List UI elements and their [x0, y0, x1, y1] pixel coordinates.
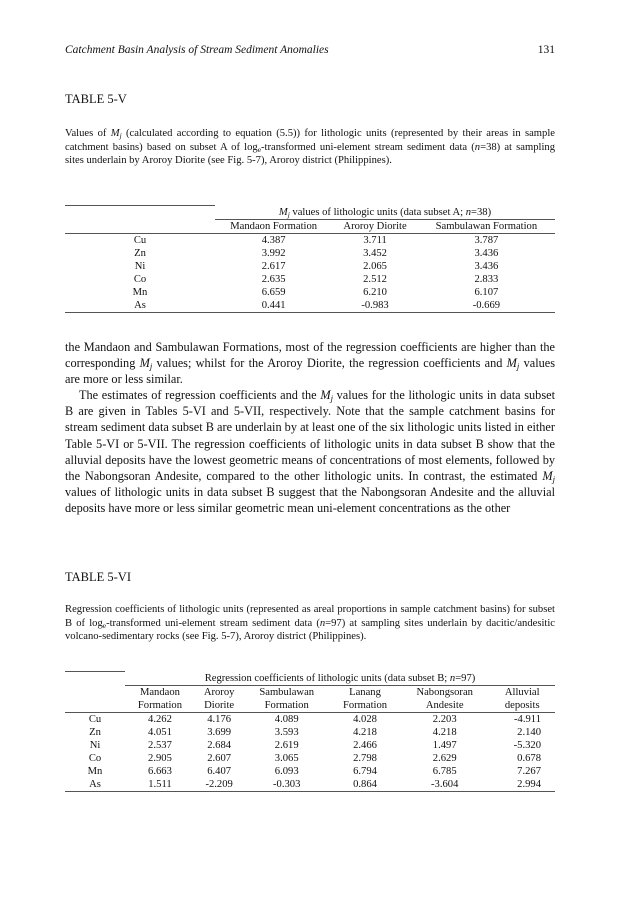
cell-value: 4.387 [261, 234, 286, 246]
paragraph [65, 387, 555, 516]
caption-text: -transformed uni-element stream sediment data ( [106, 617, 320, 629]
cell-value: 3.436 [474, 260, 499, 272]
cell-value: 4.089 [274, 713, 299, 725]
column-header: Lanang [349, 686, 381, 698]
column-header: deposits [489, 699, 555, 713]
cell-value: 2.833 [474, 273, 499, 285]
table-row [65, 260, 555, 273]
cell-value: 6.210 [363, 286, 387, 298]
row-label: As [65, 778, 125, 792]
cell-value: 3.065 [274, 752, 299, 764]
cell-value: 2.684 [207, 739, 232, 751]
column-header: Aroroy [203, 686, 235, 698]
text: M [139, 356, 150, 371]
cell-value: 2.617 [261, 260, 286, 272]
cell-value: 3.436 [474, 247, 499, 259]
text: M [506, 356, 517, 371]
table-row [65, 739, 555, 752]
table-row [65, 233, 555, 247]
cell-value: 3.452 [363, 247, 387, 259]
table-5-vi-label: TABLE 5-VI [65, 570, 131, 584]
text: values are more or less similar. [65, 356, 556, 387]
header-text: n [465, 206, 472, 218]
row-label: Zn [89, 726, 101, 738]
caption-text: (calculated according to equation (5.5)) for lithologic units (represented by their areas in sample catchment basins) based on subset A of log [65, 128, 555, 153]
table-row [65, 765, 555, 778]
row-label: Ni [89, 739, 101, 751]
cell-value: 6.785 [432, 765, 457, 777]
column-header: Formation [330, 699, 400, 713]
cell-value: 3.593 [274, 726, 299, 738]
text: j [552, 473, 555, 484]
row-label: Mn [87, 765, 103, 777]
page-number: 131 [537, 44, 555, 56]
cell-value: 2.537 [148, 739, 172, 751]
caption-text: n [319, 617, 326, 629]
table-5-v [65, 205, 555, 313]
cell-value: 7.267 [517, 765, 541, 777]
cell-value: 2.607 [207, 752, 232, 764]
caption-text: =38) at sampling sites underlain by Aroroy Diorite (see Fig. 5-7), Aroroy district (Philippines). [65, 141, 555, 167]
caption-text: e [257, 144, 262, 154]
column-header: Aroroy Diorite [332, 219, 417, 233]
text: j [330, 393, 333, 404]
cell-value: 3.711 [363, 234, 387, 246]
column-header: Nabongsoran [416, 686, 473, 698]
body-text [65, 339, 555, 516]
column-header: Formation [243, 699, 330, 713]
header-text: M [278, 206, 288, 218]
column-header: Sambulawan [259, 686, 315, 698]
cell-value: -3.604 [400, 778, 489, 792]
row-label: Mn [132, 286, 148, 298]
cell-value: 4.051 [148, 726, 172, 738]
row-label: Cu [133, 234, 147, 246]
text: j [149, 361, 153, 372]
row-label: As [65, 299, 215, 313]
caption-text: e [102, 620, 107, 630]
row-label: Co [133, 273, 147, 285]
table-row [65, 286, 555, 299]
cell-value: 6.093 [274, 765, 299, 777]
header-text: n [449, 672, 456, 684]
caption-text: Regression coefficients of lithologic units (represented as areal proportions in sample catchment basins) for subset B of log [65, 604, 555, 629]
cell-value: 3.992 [261, 247, 286, 259]
cell-value: -0.983 [332, 299, 417, 313]
table-row [65, 299, 555, 313]
cell-value: -4.911 [514, 713, 541, 725]
header-text: =97) [455, 672, 476, 684]
cell-value: 6.659 [261, 286, 286, 298]
cell-value: 0.441 [215, 299, 332, 313]
cell-value: 4.262 [148, 713, 172, 725]
column-header: Formation [125, 699, 195, 713]
text: values of lithologic units in data subset B suggest that the Nabongsoran Andesite and the alluvial deposits have more or less similar geometric mean uni-element concentrations as the other [65, 484, 555, 515]
caption-text: n [474, 141, 481, 153]
cell-value: 1.497 [432, 739, 457, 751]
cell-value: 2.140 [517, 726, 541, 738]
cell-value: 2.635 [261, 273, 286, 285]
row-label: Ni [134, 260, 146, 272]
header-text: j [287, 209, 290, 219]
table-5-vi [65, 671, 555, 792]
table-row [65, 726, 555, 739]
cell-value: 3.787 [474, 234, 499, 246]
cell-value: 2.905 [148, 752, 172, 764]
cell-value: 2.619 [274, 739, 299, 751]
text: values; whilst for the Aroroy Diorite, the regression coefficients and [152, 356, 507, 371]
group-header [125, 672, 555, 686]
cell-value: 2.466 [353, 739, 377, 751]
row-label: Cu [88, 713, 102, 725]
table-row [65, 247, 555, 260]
running-title: Catchment Basin Analysis of Stream Sediment Anomalies [65, 44, 329, 56]
header-text: values of lithologic units (data subset A; [289, 206, 466, 218]
table-5-vi-caption [65, 603, 555, 644]
text: The estimates of regression coefficients and the [79, 388, 321, 403]
cell-value: 6.663 [148, 765, 172, 777]
cell-value: 4.176 [207, 713, 232, 725]
caption-text: -transformed uni-element stream sediment data ( [261, 141, 475, 153]
cell-value: 2.798 [353, 752, 377, 764]
column-header: Diorite [195, 699, 243, 713]
text: the Mandaon and Sambulawan Formations, most of the regression coefficients are higher than the corresponding [65, 340, 555, 371]
cell-value: 4.028 [353, 713, 377, 725]
text: values for the lithologic units in data subset B are given in Tables 5-VI and 5-VII, respectively. Note that the sample catchment basins for stream sediment data subset B are underlain by at least one of the six lithologic units listed in either Table 5-VI or 5-VII. The regression coefficients of lithologic units in data subset B show that the alluvial deposits have the lowest geometric means of concentrations of most elements, followed by the Nabongsoran Andesite, compared to the other lithologic units. In contrast, the estimated [65, 388, 555, 483]
cell-value: -2.209 [195, 778, 243, 792]
text: M [320, 388, 331, 403]
column-header: Andesite [400, 699, 489, 713]
column-header: Mandaon Formation [215, 219, 332, 233]
cell-value: 2.203 [432, 713, 457, 725]
cell-value: 6.407 [207, 765, 232, 777]
table-row [65, 273, 555, 286]
column-header: Sambulawan Formation [418, 219, 555, 233]
caption-text: Values of [65, 128, 111, 139]
cell-value: 2.994 [489, 778, 555, 792]
cell-value: 4.218 [432, 726, 457, 738]
row-label: Co [88, 752, 102, 764]
cell-value: 2.629 [432, 752, 457, 764]
column-header: Alluvial [504, 686, 540, 698]
caption-text: j [119, 131, 122, 140]
cell-value: -0.669 [418, 299, 555, 313]
cell-value: 6.107 [474, 286, 499, 298]
caption-text: M [110, 128, 120, 139]
cell-value: 2.512 [363, 273, 387, 285]
table-row [65, 778, 555, 792]
cell-value: 3.699 [207, 726, 232, 738]
table-row [65, 752, 555, 765]
column-header: Mandaon [139, 686, 180, 698]
group-header [215, 206, 555, 220]
header-text: Regression coefficients of lithologic units (data subset B; [204, 672, 450, 684]
text: M [542, 468, 553, 483]
cell-value: 2.065 [363, 260, 387, 272]
table-row [65, 712, 555, 726]
cell-value: -5.320 [513, 739, 541, 751]
caption-text: =97) at sampling sites underlain by dacitic/andesitic volcano-sedimentary rocks (see Fig. 5-7), Aroroy district (Philippines). [65, 617, 555, 643]
header-text: =38) [471, 206, 492, 218]
cell-value: 0.864 [330, 778, 400, 792]
table-5-v-label: TABLE 5-V [65, 92, 127, 106]
text: j [516, 361, 520, 372]
cell-value: 1.511 [125, 778, 195, 792]
cell-value: 6.794 [353, 765, 377, 777]
paragraph [65, 339, 555, 387]
page-header [65, 44, 555, 56]
cell-value: 0.678 [517, 752, 541, 764]
row-label: Zn [134, 247, 146, 259]
cell-value: -0.303 [243, 778, 330, 792]
table-5-v-caption [65, 127, 555, 168]
cell-value: 4.218 [353, 726, 377, 738]
